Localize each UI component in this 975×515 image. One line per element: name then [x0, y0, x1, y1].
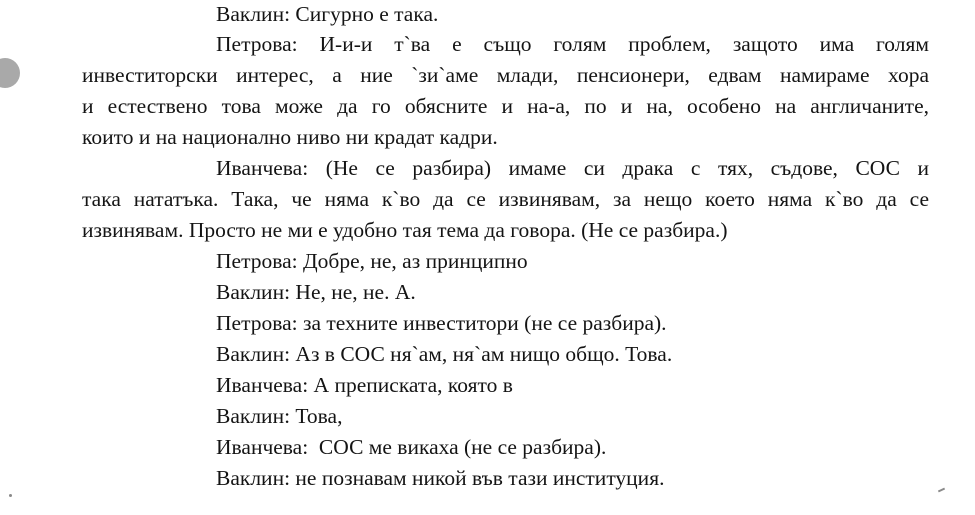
scan-hole-mark	[0, 58, 20, 88]
text-line-14: Ваклин: Това,	[216, 404, 343, 428]
text-line-11: Петрова: за техните инвеститори (не се разбира).	[216, 311, 667, 335]
text-line-16: Ваклин: не познавам никой във тази институция.	[216, 466, 665, 490]
text-line-15: Иванчева: СОС ме викаха (не се разбира).	[216, 435, 607, 459]
scan-speck	[938, 488, 945, 493]
text-line-9: Петрова: Добре, не, аз принципно	[216, 249, 528, 273]
text-line-5: които и на национално ниво ни крадат кадри.	[82, 125, 498, 149]
text-line-6: Иванчева: (Не се разбира) имаме си драка с тях, съдове, СОС и	[216, 156, 929, 180]
text-line-13: Иванчева: А преписката, която в	[216, 373, 513, 397]
text-line-4: и естествено това може да го обясните и на-а, по и на, особено на англичаните,	[82, 94, 929, 118]
text-line-7: така нататъка. Така, че няма к`во да се извинявам, за нещо което няма к`во да се	[82, 187, 929, 211]
text-line-12: Ваклин: Аз в СОС ня`ам, ня`ам нищо общо. Това.	[216, 342, 673, 366]
text-line-2: Петрова: И-и-и т`ва е също голям проблем, защото има голям	[216, 32, 929, 56]
text-line-3: инвеститорски интерес, а ние `зи`аме млади, пенсионери, едвам намираме хора	[82, 63, 929, 87]
scan-speck	[9, 494, 12, 497]
text-line-8: извинявам. Просто не ми е удобно тая тема да говора. (Не се разбира.)	[82, 218, 728, 242]
text-line-1: Ваклин: Сигурно е така.	[216, 2, 439, 26]
text-line-10: Ваклин: Не, не, не. А.	[216, 280, 416, 304]
